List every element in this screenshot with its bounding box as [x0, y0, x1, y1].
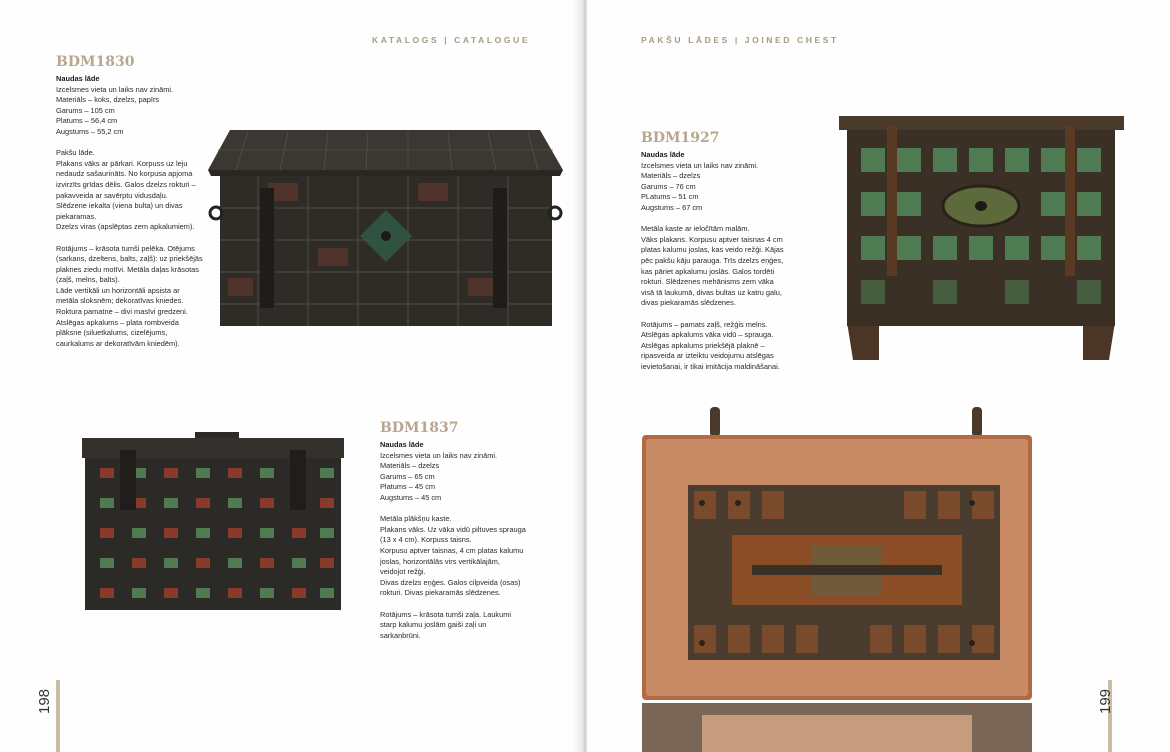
- item-decoration-text: Rotājums – krāsota tumši zaļa. Laukumi starp kalumu joslām gaiši zaļi un sarkanbrūni.: [380, 609, 512, 640]
- page-header: PAKŠU LĀDES | JOINED CHEST: [641, 35, 839, 45]
- item-title: Naudas lāde: [56, 74, 100, 83]
- item-title: Naudas lāde: [641, 150, 685, 159]
- chest-photo-bdm1927: [839, 112, 1124, 362]
- right-page: [587, 0, 1170, 752]
- item-text: Pakšu lāde. Plakans vāks ar pārkari. Korpuss uz leju nedaudz sašaurināts. No korpusa apjoma izvirzīts grīdas dēlis. Galos dzelzs rokturi – pakavveida ar savērptu vidusdaļu. Slēdzene iekalta (viena bulta) un divas piekaramas. Dzelzs viras (apslēptas zem apkalumiem).: [56, 148, 196, 232]
- item-description: [380, 440, 540, 641]
- page-number: 198: [36, 688, 54, 715]
- item-code: BDM1927: [641, 130, 720, 146]
- item-title: Naudas lāde: [380, 440, 424, 449]
- item-description: [641, 150, 811, 372]
- chest-open-lid-photo: [642, 405, 1037, 752]
- item-decoration-text: Rotājums – pamats zaļš, režģis melns. Atslēgas apkalums vāka vidū – sprauga. Atslēgas apkalums priekšējā plaknē – ripasveida ar izteiktu veidojumu atslēgas ievietošanai, ir tikai imitācija maldināšanai.: [641, 319, 780, 371]
- item-text: Metāla kaste ar ieločītām malām. Vāks plakans. Korpusu aptver taisnas 4 cm platas kalumu joslas, kas veido režģi. Kājas pēc pakšu kāju parauga. Trīs dzelzs eņģes, kas pāriet apkalumu joslās. Galos tordēti rokturi. Slēdzenes mehānisms zem vāka visā tā laukumā, divas bultas uz katru galu, divas piekaramās slēdzenes.: [641, 224, 784, 308]
- item-description: [56, 74, 216, 349]
- item-specs: Izcelsmes vieta un laiks nav zināmi. Materiāls – dzelzs Garums – 65 cm Platums – 45 cm Augstums – 45 cm: [380, 450, 498, 502]
- page-number-bar: [56, 680, 60, 752]
- chest-photo-bdm1830: [208, 128, 563, 328]
- chest-photo-bdm1837: [82, 430, 344, 612]
- page-header: KATALOGS | CATALOGUE: [372, 35, 531, 45]
- left-page: [0, 0, 583, 752]
- item-text: Metāla plākšņu kaste. Plakans vāks. Uz vāka vidū piltuves sprauga (13 x 4 cm). Korpuss taisns. Korpusu aptver taisnas, 4 cm platas kalumu joslas, horizontālās virs vertikālajām, veidojot režģi. Divas dzelzs eņģes. Galos cilpveida (osas) rokturi. Divas piekaramās slēdzenes.: [380, 514, 526, 598]
- item-code: BDM1830: [56, 54, 135, 70]
- page-number: 199: [1097, 688, 1115, 715]
- item-code: BDM1837: [380, 420, 459, 436]
- item-decoration-text: Rotājums – krāsota tumši pelēka. Otējums (sarkans, dzeltens, balts, zaļš): uz priekšējās plaknes ziedu motīvi. Metāla daļas krāsotas (zaļš, melns, balts). Lāde vertikāli un horizontāli apsista ar metāla sloksnēm; dekoratīvas kniedes. Roktura pamatne – divi masīvi gredzeni. Atslēgas apkalums – plata rombveida plāksne (siluetkalums, cizelējums, caurkalums ar dekoratīvām kniedēm).: [56, 243, 203, 348]
- item-specs: Izcelsmes vieta un laiks nav zināmi. Materiāls – dzelzs Garums – 76 cm PLatums – 51 cm Augstums – 67 cm: [641, 160, 759, 212]
- item-specs: Izcelsmes vieta un laiks nav zināmi. Materiāls – koks, dzelzs, papīrs Garums – 105 cm Platums – 56,4 cm Augstums – 55,2 cm: [56, 84, 174, 136]
